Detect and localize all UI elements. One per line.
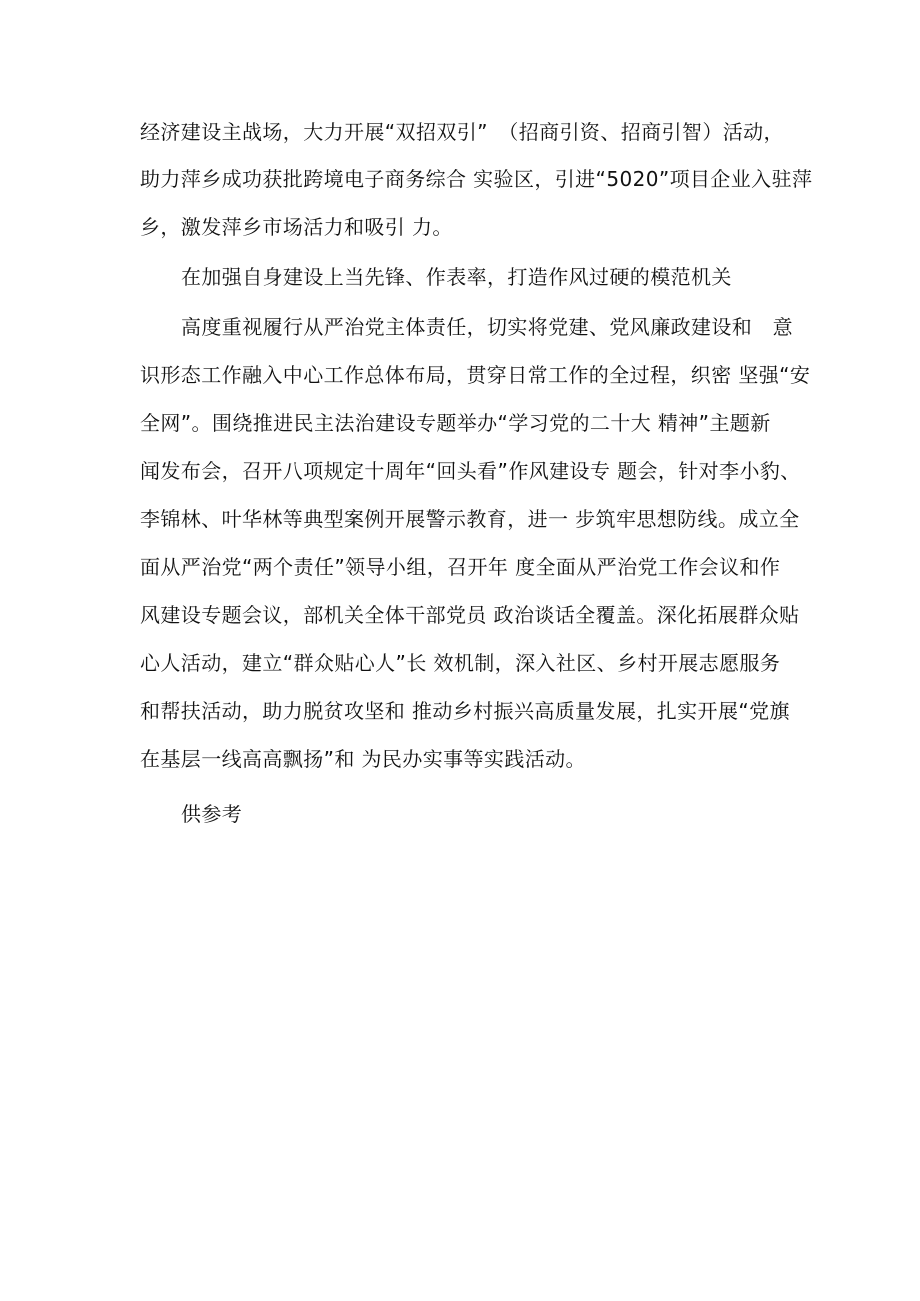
paragraph2-line-5: 李锦林、叶华林等典型案例开展警示教育，进一 步筑牢思想防线。成立全 bbox=[140, 507, 800, 531]
section-heading: 在加强自身建设上当先锋、作表率，打造作风过硬的模范机关 bbox=[181, 265, 732, 289]
paragraph2-line-4: 闻发布会，召开八项规定十周年“回头看”作风建设专 题会，针对李小豹、 bbox=[140, 459, 801, 483]
paragraph1-line-2: 助力萍乡成功获批跨境电子商务综合 实验区，引进“5020”项目企业入驻萍 bbox=[140, 167, 813, 191]
paragraph2-line-8: 心人活动，建立“群众贴心人”长 效机制，深入社区、乡村开展志愿服务 bbox=[140, 651, 781, 675]
paragraph2-line-1: 高度重视履行从严治党主体责任，切实将党建、党风廉政建设和 意 bbox=[181, 315, 793, 339]
paragraph2-line-3: 全网”。围绕推进民主法治建设专题举办“学习党的二十大 精神”主题新 bbox=[140, 411, 771, 435]
paragraph1-line-3: 乡，激发萍乡市场活力和吸引 力。 bbox=[140, 215, 453, 239]
paragraph2-line-9: 和帮扶活动，助力脱贫攻坚和 推动乡村振兴高质量发展，扎实开展“党旗 bbox=[140, 699, 790, 723]
paragraph2-line-10: 在基层一线高高飘扬”和 为民办实事等实践活动。 bbox=[140, 747, 586, 771]
paragraph2-line-2: 识形态工作融入中心工作总体布局，贯穿日常工作的全过程，织密 坚强“安 bbox=[140, 363, 811, 387]
closing-note: 供参考 bbox=[181, 802, 243, 826]
paragraph1-line-1: 经济建设主战场，大力开展“双招双引” （招商引资、招商引智）活动， bbox=[140, 120, 784, 144]
paragraph2-line-7: 风建设专题会议，部机关全体干部党员 政治谈话全覆盖。深化拓展群众贴 bbox=[140, 603, 800, 627]
paragraph2-line-6: 面从严治党“两个责任”领导小组，召开年 度全面从严治党工作会议和作 bbox=[140, 555, 781, 579]
